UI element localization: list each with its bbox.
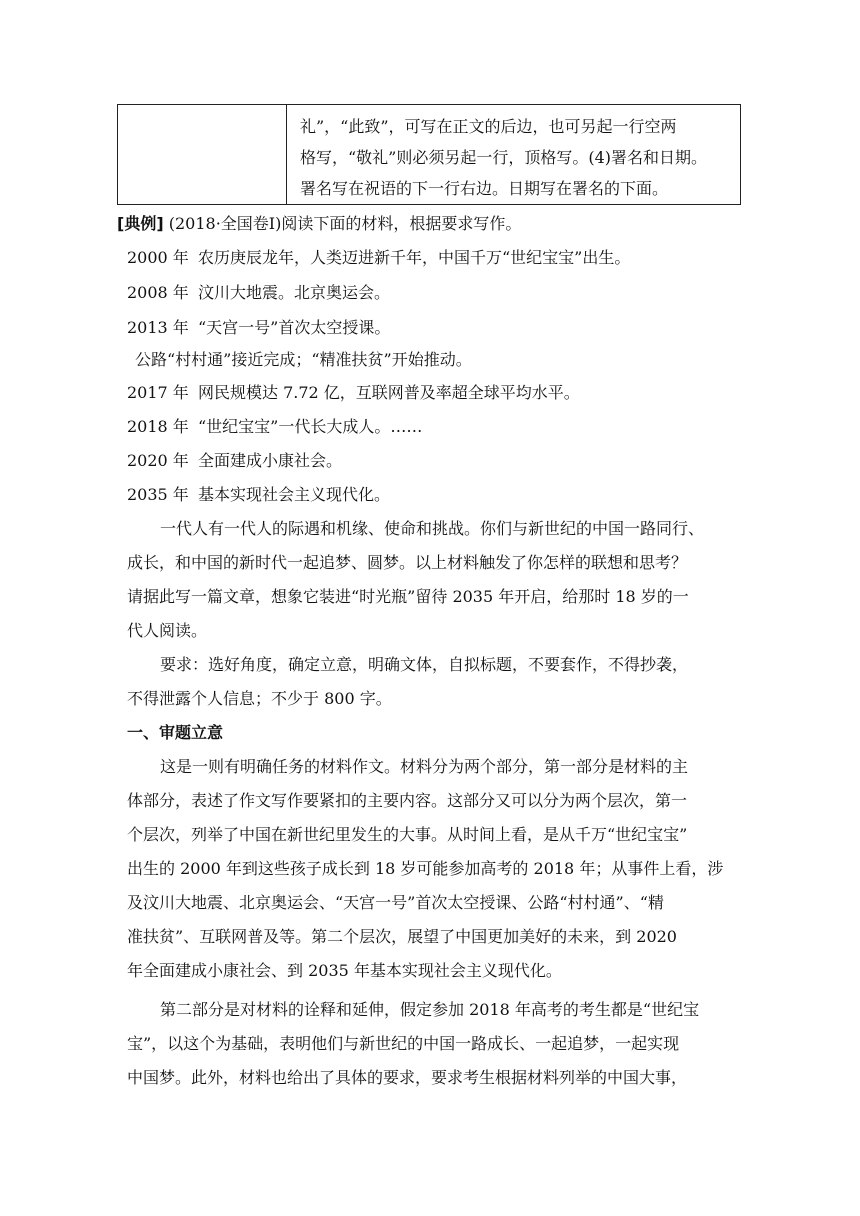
timeline-year: 2035 年	[127, 485, 189, 504]
table-right-cell	[300, 111, 734, 204]
text-line: 第二部分是对材料的诠释和延伸，假定参加 2018 年高考的考生都是“世纪宝	[160, 1000, 700, 1019]
text-line: 个层次，列举了中国在新世纪里发生的大事。从时间上看，是从千万“世纪宝宝”	[127, 825, 688, 844]
timeline-year: 2018 年	[127, 417, 189, 436]
text-line: 出生的 2000 年到这些孩子成长到 18 岁可能参加高考的 2018 年；从事件上看，涉	[127, 859, 724, 878]
text-line: 年全面建成小康社会、到 2035 年基本实现社会主义现代化。	[127, 961, 562, 980]
timeline-event: 基本实现社会主义现代化。	[198, 485, 391, 504]
timeline-event: “世纪宝宝”一代长大成人。……	[198, 417, 423, 436]
text-line: 请据此写一篇文章，想象它装进“时光瓶”留待 2035 年开启，给那时 18 岁的一	[127, 587, 689, 606]
timeline-year: 2017 年	[127, 383, 189, 402]
timeline-event: 农历庚辰龙年，人类迈进新千年，中国千万“世纪宝宝”出生。	[198, 248, 631, 267]
timeline-row	[127, 318, 390, 338]
example-heading	[117, 214, 521, 234]
text-line: 一代人有一代人的际遇和机缘、使命和挑战。你们与新世纪的中国一路同行、	[160, 519, 705, 538]
timeline-event: “天宫一号”首次太空授课。	[198, 318, 391, 337]
timeline-row	[127, 417, 422, 437]
text-line: 中国梦。此外，材料也给出了具体的要求，要求考生根据材料列举的中国大事，	[127, 1068, 688, 1087]
text-line: 宝”，以这个为基础，表明他们与新世纪的中国一路成长、一起追梦，一起实现	[127, 1034, 680, 1053]
table-cell-line: 格写，“敬礼”则必须另起一行，顶格写。(4)署名和日期。	[300, 148, 708, 167]
text-line: 成长，和中国的新时代一起追梦、圆梦。以上材料触发了你怎样的联想和思考？	[127, 553, 688, 572]
example-instruction: 阅读下面的材料，根据要求写作。	[281, 214, 522, 233]
timeline-year: 2000 年	[127, 248, 189, 267]
text-line: 要求：选好角度，确定立意，明确文体，自拟标题，不要套作，不得抄袭，	[160, 655, 689, 674]
text-line: 准扶贫”、互联网普及等。第二个层次，展望了中国更加美好的未来，到 2020	[127, 927, 677, 946]
timeline-event: 全面建成小康社会。	[198, 451, 343, 470]
timeline-event: 汶川大地震。北京奥运会。	[198, 283, 391, 302]
timeline-year: 2020 年	[127, 451, 189, 470]
text-line: 代人阅读。	[127, 621, 208, 640]
timeline-row	[127, 283, 390, 303]
timeline-event: 网民规模达 7.72 亿，互联网普及率超全球平均水平。	[198, 383, 580, 402]
timeline-event: 公路“村村通”接近完成；“精准扶贫”开始推动。	[135, 350, 472, 369]
timeline-row	[127, 451, 342, 471]
timeline-row	[127, 485, 390, 505]
timeline-year: 2008 年	[127, 283, 189, 302]
timeline-year: 2013 年	[127, 318, 189, 337]
section-heading: 一、审题立意	[127, 723, 224, 742]
table-cell-line: 礼”，“此致”，可写在正文的后边，也可另起一行空两	[300, 117, 677, 136]
text-line: 体部分，表述了作文写作要紧扣的主要内容。这部分又可以分为两个层次，第一	[127, 791, 688, 810]
timeline-row	[127, 383, 580, 403]
text-line: 这是一则有明确任务的材料作文。材料分为两个部分，第一部分是材料的主	[160, 757, 689, 776]
guideline-table	[117, 104, 741, 205]
text-line: 不得泄露个人信息；不少于 800 字。	[127, 689, 392, 708]
example-label: [典例]	[117, 214, 164, 233]
text-line: 及汶川大地震、北京奥运会、“天宫一号”首次太空授课、公路“村村通”、“精	[127, 893, 664, 912]
timeline-row	[135, 350, 472, 370]
example-source: (2018·全国卷Ⅰ)	[163, 214, 282, 233]
table-divider	[286, 105, 287, 204]
timeline-row	[127, 248, 630, 268]
table-cell-line: 署名写在祝语的下一行右边。日期写在署名的下面。	[300, 179, 669, 198]
